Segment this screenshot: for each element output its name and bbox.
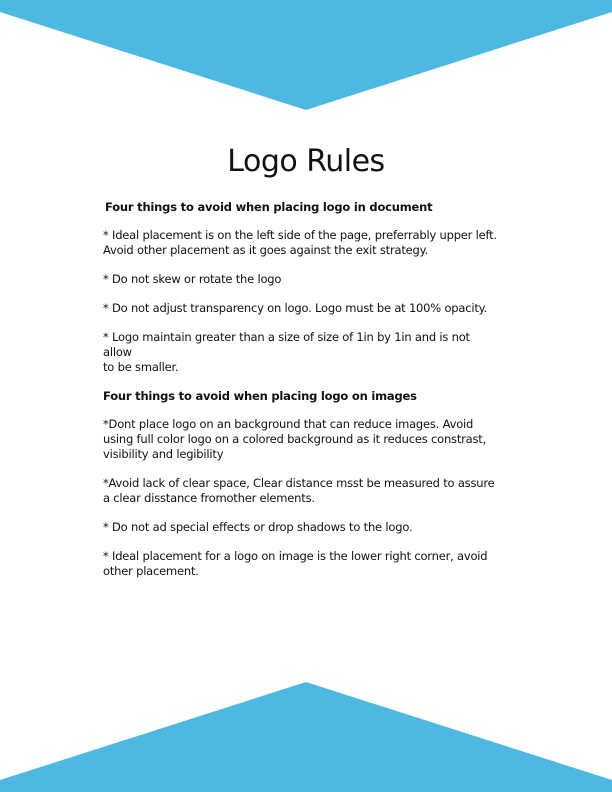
bottom-banner-shape [0,682,612,792]
rule-item: *Dont place logo on an background that can reduce images. Avoid using full color logo on a colored background as it reduces constrast, visibility and legibility [103,417,487,461]
rule-item: * Ideal placement for a logo on image is the lower right corner, avoid other placement. [103,549,488,578]
rule-item: * Do not ad special effects or drop shadows to the logo. [103,520,413,534]
section-heading-document: Four things to avoid when placing logo in document [105,200,433,214]
page-title: Logo Rules [227,144,385,179]
top-chevron-polygon [0,0,612,110]
section-heading-images: Four things to avoid when placing logo on images [103,389,417,403]
bottom-chevron-polygon [0,682,612,792]
rule-item: * Logo maintain greater than a size of size of 1in by 1in and is not allow to be smaller. [103,330,470,374]
rule-item: *Avoid lack of clear space, Clear distance msst be measured to assure a clear disstance fromother elements. [103,476,495,505]
document-body [103,200,498,579]
rule-item: * Do not skew or rotate the logo [103,272,282,286]
rule-item: * Ideal placement is on the left side of the page, preferrably upper left. Avoid other placement as it goes against the exit strategy. [103,228,497,257]
top-banner-shape [0,0,612,110]
rule-item: * Do not adjust transparency on logo. Logo must be at 100% opacity. [103,301,488,315]
